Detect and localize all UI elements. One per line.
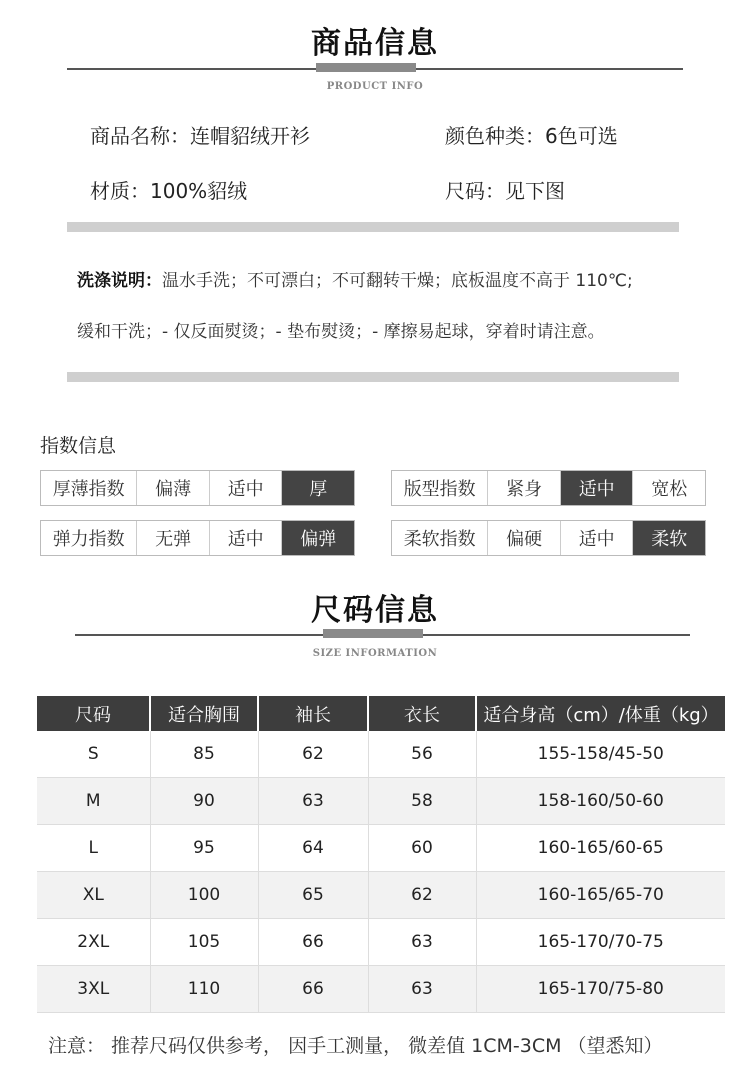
scale-option: 适中 <box>209 521 282 555</box>
scale-label: 弹力指数 <box>52 529 125 550</box>
table-cell: 165-170/70-75 <box>476 919 725 966</box>
table-cell: 100 <box>150 872 258 919</box>
wash-line-2: 缓和干洗；- 仅反面熨烫；- 垫布熨烫；- 摩擦易起球，穿着时请注意。 <box>77 322 605 342</box>
table-cell: 105 <box>150 919 258 966</box>
table-cell: 65 <box>258 872 368 919</box>
column-header: 衣长 <box>368 696 476 731</box>
table-cell: 3XL <box>37 966 150 1013</box>
table-cell: 66 <box>258 919 368 966</box>
table-row <box>37 966 725 1013</box>
table-cell: 165-170/75-80 <box>476 966 725 1013</box>
table-cell: 85 <box>150 731 258 778</box>
wash-heading: 洗涤说明： <box>77 271 162 291</box>
table-cell: 62 <box>368 872 476 919</box>
wash-line-1 <box>77 266 633 291</box>
size-table <box>37 696 725 1013</box>
table-cell: L <box>37 825 150 872</box>
separator-bar <box>67 372 679 382</box>
table-cell: S <box>37 731 150 778</box>
table-cell: 63 <box>258 778 368 825</box>
table-cell: 62 <box>258 731 368 778</box>
material: 材质：100%貂绒 <box>90 179 248 203</box>
scale-option: 适中 <box>209 471 282 505</box>
table-row <box>37 825 725 872</box>
column-header: 适合胸围 <box>150 696 258 731</box>
scale-option-selected: 适中 <box>560 471 633 505</box>
table-cell: 64 <box>258 825 368 872</box>
separator-bar <box>67 222 679 232</box>
size-info-title: 尺码信息 <box>311 593 439 628</box>
table-cell: 63 <box>368 919 476 966</box>
table-cell: 2XL <box>37 919 150 966</box>
table-row <box>37 778 725 825</box>
product-info-title: 商品信息 <box>311 26 439 61</box>
thickness-index <box>40 470 355 506</box>
table-header-row <box>37 696 725 731</box>
scale-option-selected: 偏弹 <box>281 521 354 555</box>
index-info-title: 指数信息 <box>40 435 117 457</box>
table-cell: 90 <box>150 778 258 825</box>
elasticity-index <box>40 520 355 556</box>
table-cell: 56 <box>368 731 476 778</box>
table-cell: 95 <box>150 825 258 872</box>
table-cell: 66 <box>258 966 368 1013</box>
scale-option-selected: 柔软 <box>632 521 705 555</box>
divider-tab <box>316 63 416 72</box>
table-cell: 58 <box>368 778 476 825</box>
color-options: 颜色种类：6色可选 <box>445 124 618 148</box>
fit-index <box>391 470 706 506</box>
product-name: 商品名称：连帽貂绒开衫 <box>90 124 310 148</box>
scale-option: 偏硬 <box>487 521 560 555</box>
scale-label: 厚薄指数 <box>52 479 125 500</box>
scale-label: 版型指数 <box>403 479 476 500</box>
table-cell: 110 <box>150 966 258 1013</box>
scale-option-selected: 厚 <box>281 471 354 505</box>
size-reference: 尺码：见下图 <box>445 179 565 203</box>
table-cell: 60 <box>368 825 476 872</box>
table-row <box>37 872 725 919</box>
table-row <box>37 731 725 778</box>
product-info-subtitle: PRODUCT INFO <box>326 81 424 92</box>
scale-label: 柔软指数 <box>403 529 476 550</box>
wash-text-1: 温水手洗；不可漂白；不可翻转干燥；底板温度不高于 110℃; <box>162 271 633 291</box>
table-cell: 155-158/45-50 <box>476 731 725 778</box>
table-cell: 63 <box>368 966 476 1013</box>
table-cell: 160-165/65-70 <box>476 872 725 919</box>
size-info-subtitle: SIZE INFORMATION <box>312 648 438 659</box>
column-header: 尺码 <box>37 696 150 731</box>
scale-option: 偏薄 <box>136 471 209 505</box>
column-header: 袖长 <box>258 696 368 731</box>
scale-option: 无弹 <box>136 521 209 555</box>
table-row <box>37 919 725 966</box>
scale-option: 宽松 <box>632 471 705 505</box>
scale-option: 适中 <box>560 521 633 555</box>
table-cell: M <box>37 778 150 825</box>
divider-tab <box>323 629 423 638</box>
scale-option: 紧身 <box>487 471 560 505</box>
table-cell: XL <box>37 872 150 919</box>
softness-index <box>391 520 706 556</box>
table-cell: 158-160/50-60 <box>476 778 725 825</box>
column-header: 适合身高（cm）/体重（kg） <box>476 696 725 731</box>
size-note: 注意： 推荐尺码仅供参考， 因手工测量， 微差值 1CM-3CM （望悉知） <box>48 1035 663 1057</box>
table-cell: 160-165/60-65 <box>476 825 725 872</box>
